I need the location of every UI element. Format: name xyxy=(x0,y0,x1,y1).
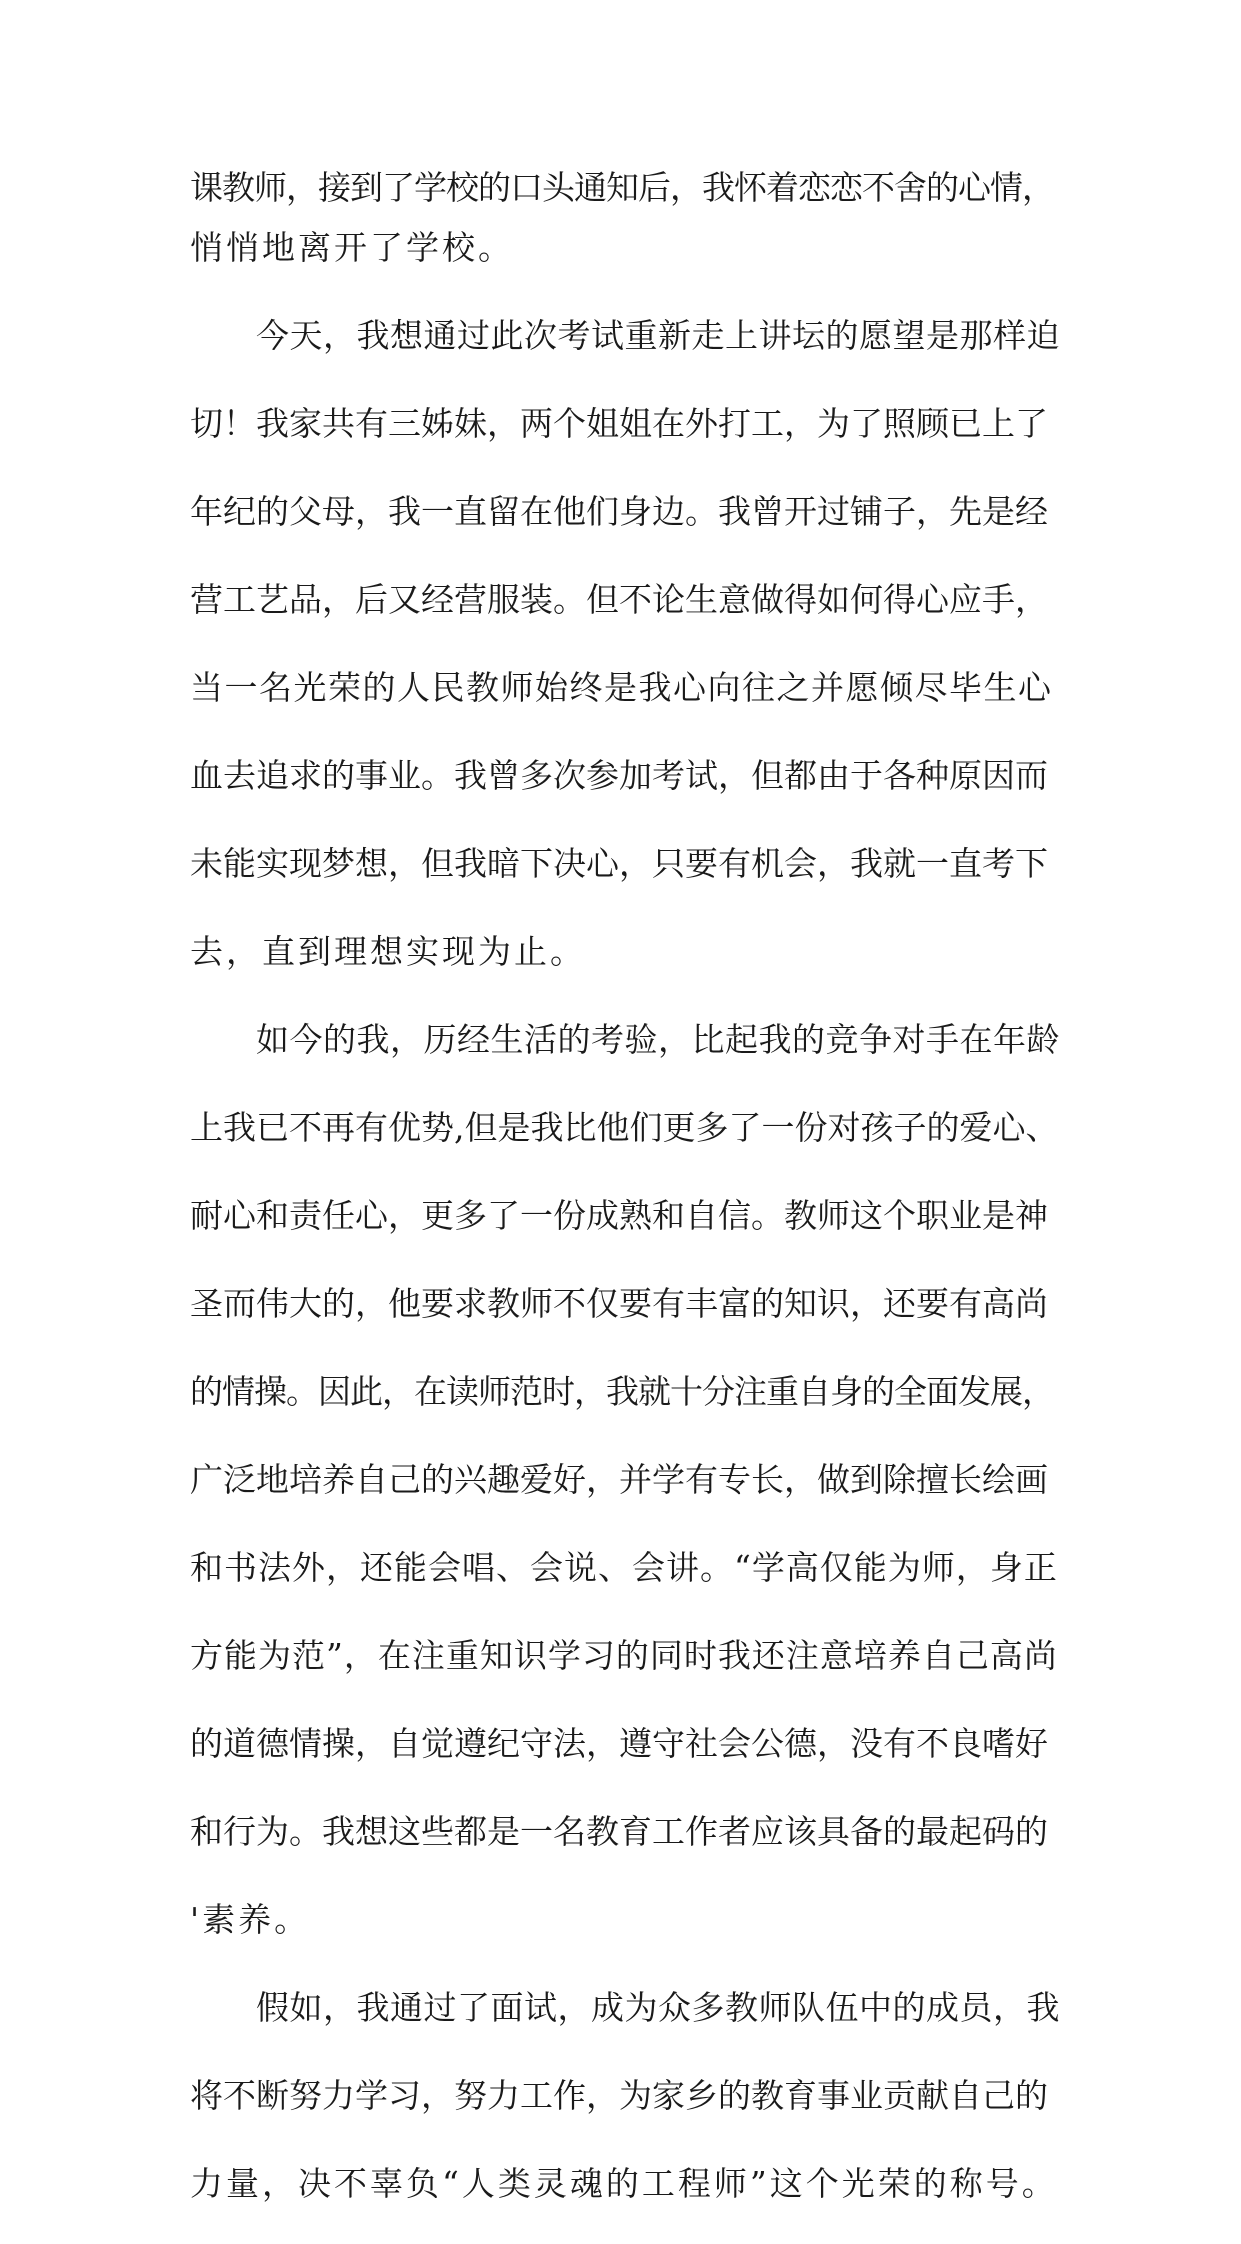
text-line: 切！我家共有三姊妹，两个姐姐在外打工，为了照顾已上了 xyxy=(190,404,1048,443)
text-line: 的情操。因此，在读师范时，我就十分注重自身的全面发展， xyxy=(190,1372,1054,1411)
text-line: 圣而伟大的，他要求教师不仅要有丰富的知识，还要有高尚 xyxy=(190,1284,1048,1323)
text-line: 当一名光荣的人民教师始终是我心向往之并愿倾尽毕生心 xyxy=(190,668,1053,707)
paragraph-first-line: 如今的我，历经生活的考验，比起我的竞争对手在年龄 xyxy=(256,1020,1060,1059)
text-line: 的道德情操，自觉遵纪守法，遵守社会公德，没有不良嗜好 xyxy=(190,1724,1048,1763)
paragraph-first-line: 今天，我想通过此次考试重新走上讲坛的愿望是那样迫 xyxy=(256,316,1060,355)
text-line: 去，直到理想实现为止。 xyxy=(190,932,586,971)
text-line: 耐心和责任心，更多了一份成熟和自信。教师这个职业是神 xyxy=(190,1196,1048,1235)
text-line: 广泛地培养自己的兴趣爱好，并学有专长，做到除擅长绘画 xyxy=(190,1460,1048,1499)
text-line: 营工艺品，后又经营服装。但不论生意做得如何得心应手， xyxy=(190,580,1048,619)
text-line: 悄悄地离开了学校。 xyxy=(190,228,514,267)
text-line: 未能实现梦想，但我暗下决心，只要有机会，我就一直考下 xyxy=(190,844,1048,883)
text-line: 上我已不再有优势,但是我比他们更多了一份对孩子的爱心、 xyxy=(190,1108,1059,1147)
text-line: 血去追求的事业。我曾多次参加考试，但都由于各种原因而 xyxy=(190,756,1048,795)
text-line: 和书法外，还能会唱、会说、会讲。“学高仅能为师，身正 xyxy=(190,1548,1058,1587)
text-line: 方能为范”，在注重知识学习的同时我还注意培养自己高尚 xyxy=(190,1636,1058,1675)
text-line: 和行为。我想这些都是一名教育工作者应该具备的最起码的 xyxy=(190,1812,1048,1851)
text-line: '素养。 xyxy=(190,1900,311,1939)
paragraph-first-line: 假如，我通过了面试，成为众多教师队伍中的成员，我 xyxy=(256,1988,1060,2027)
text-line: 将不断努力学习，努力工作，为家乡的教育事业贡献自己的 xyxy=(190,2076,1048,2115)
document-body xyxy=(190,160,1060,2244)
text-line: 力量，决不辜负“人类灵魂的工程师”这个光荣的称号。 xyxy=(190,2164,1058,2203)
text-line: 课教师，接到了学校的口头通知后，我怀着恋恋不舍的心情， xyxy=(190,168,1054,207)
text-line: 年纪的父母，我一直留在他们身边。我曾开过铺子，先是经 xyxy=(190,492,1048,531)
